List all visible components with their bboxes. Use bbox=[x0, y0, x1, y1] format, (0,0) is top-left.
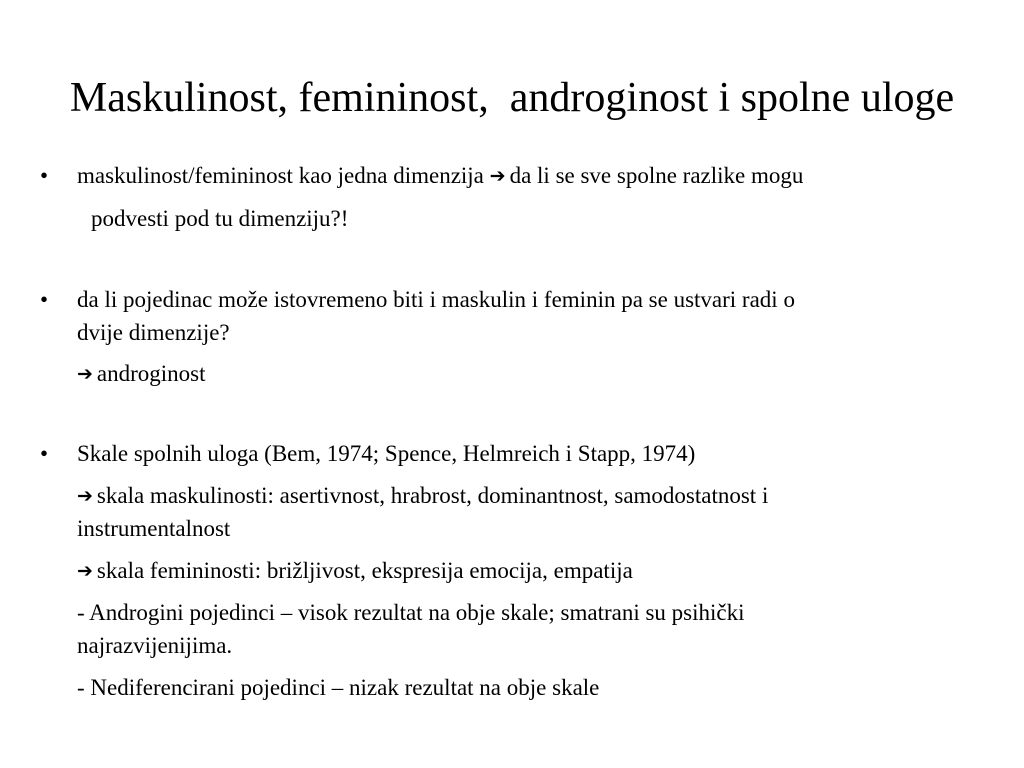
femininity-scale-line bbox=[77, 554, 633, 589]
arrow-right-icon: ➔ bbox=[77, 485, 93, 507]
bullet-2-line-1: da li pojedinac može istovremeno biti i maskulin i feminin pa se ustvari radi o bbox=[77, 287, 795, 312]
masculinity-scale-line-2: instrumentalnost bbox=[77, 516, 231, 541]
bullet-3-line-1: Skale spolnih uloga (Bem, 1974; Spence, Helmreich i Stapp, 1974) bbox=[77, 441, 696, 466]
bullet-dot: • bbox=[40, 287, 49, 312]
androginost-text: androginost bbox=[96, 361, 206, 386]
slide-title: Maskulinost, femininost, androginost i spolne uloge bbox=[69, 75, 955, 121]
arrow-right-icon: ➔ bbox=[489, 165, 506, 187]
arrow-right-icon: ➔ bbox=[77, 560, 93, 582]
masculinity-scale-line-1 bbox=[77, 479, 768, 514]
bullet-dot: • bbox=[40, 163, 49, 188]
bullet-2-arrow-line bbox=[77, 357, 206, 392]
bullet-1-text-a: maskulinost/femininost kao jedna dimenzija bbox=[77, 163, 484, 188]
bullet-2-line-2: dvije dimenzije? bbox=[77, 320, 230, 345]
femininity-scale-text: skala femininosti: brižljivost, ekspresija emocija, empatija bbox=[96, 558, 633, 583]
bullet-1-text-b: da li se sve spolne razlike mogu bbox=[509, 163, 804, 188]
androgynous-line-2: najrazvijenijima. bbox=[77, 633, 233, 658]
bullet-dot: • bbox=[40, 441, 49, 466]
masculinity-scale-text: skala maskulinosti: asertivnost, hrabrost, dominantnost, samodostatnost i bbox=[96, 483, 769, 508]
undifferentiated-line: - Nediferencirani pojedinci – nizak rezultat na obje skale bbox=[77, 675, 600, 700]
androgynous-line-1: - Androgini pojedinci – visok rezultat na obje skale; smatrani su psihički bbox=[77, 600, 745, 625]
bullet-1-line-1 bbox=[77, 159, 803, 194]
arrow-right-icon: ➔ bbox=[77, 363, 93, 385]
bullet-1-line-2: podvesti pod tu dimenziju?! bbox=[91, 206, 349, 231]
